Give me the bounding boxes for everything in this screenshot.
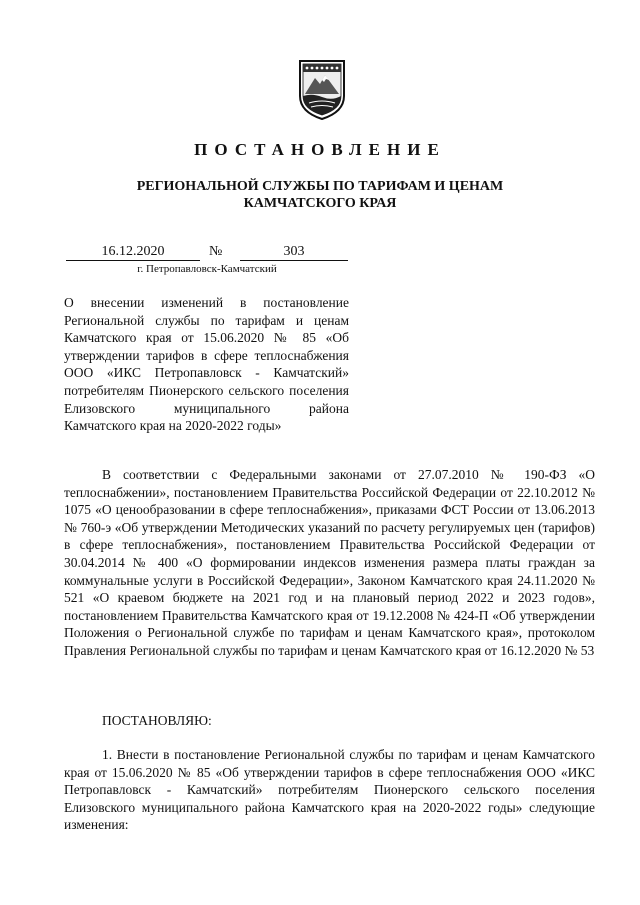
number-sign: № [209, 244, 223, 259]
decree-word: ПОСТАНОВЛЯЮ: [102, 713, 212, 728]
document-date: 16.12.2020 [66, 243, 200, 261]
issuing-authority [0, 178, 640, 212]
document-title: ПОСТАНОВЛЕНИЕ [194, 140, 446, 159]
document-subject: О внесении изменений в постановление Региональной службы по тарифам и ценам Камчатского края от 15.06.2020 № 85 «Об утверждении тарифов в сфере теплоснабжения ООО «ИКС Петропавловск - Камчатский» потребителям Пионерского сельского поселения Елизовского муниципального района Камчатского края на 2020-2022 годы» [64, 295, 349, 434]
issuing-authority-line-1: РЕГИОНАЛЬНОЙ СЛУЖБЫ ПО ТАРИФАМ И ЦЕНАМ [136, 179, 504, 194]
document-place: г. Петропавловск-Камчатский [137, 263, 277, 275]
kamchatka-coat-of-arms-icon [297, 58, 347, 122]
preamble-paragraph: В соответствии с Федеральными законами от 27.07.2010 № 190-ФЗ «О теплоснабжении», постановлением Правительства Российской Федерации от 22.10.2012 № 1075 «О ценообразовании в сфере теплоснабжения», приказами ФСТ России от 13.06.2013 № 760-э «Об утверждении Методических указаний по расчету регулируемых цен (тарифов) в сфере теплоснабжения», постановлением Правительства Российской Федерации от 30.04.2014 № 400 «О формировании индексов изменения размера платы граждан за коммунальные услуги в Российской Федерации», Законом Камчатского края 24.11.2020 № 521 «О краевом бюджете на 2021 год и на плановый период 2022 и 2023 годов», постановлением Правительства Камчатского края от 19.12.2008 № 424-П «Об утверждении Положения о Региональной службе по тарифам и ценам Камчатского края», протоколом Правления Региональной службы по тарифам и ценам Камчатского края от 16.12.2020 № 53 [64, 467, 595, 658]
document-number: 303 [240, 243, 348, 261]
item-1-paragraph: 1. Внести в постановление Региональной службы по тарифам и ценам Камчатского края от 15.06.2020 № 85 «Об утверждении тарифов в сфере теплоснабжения ООО «ИКС Петропавловск - Камчатский» потребителям Пионерского сельского поселения Елизовского муниципального района Камчатского края на 2020-2022 годы» следующие изменения: [64, 747, 595, 833]
issuing-authority-line-2: КАМЧАТСКОГО КРАЯ [243, 196, 397, 211]
